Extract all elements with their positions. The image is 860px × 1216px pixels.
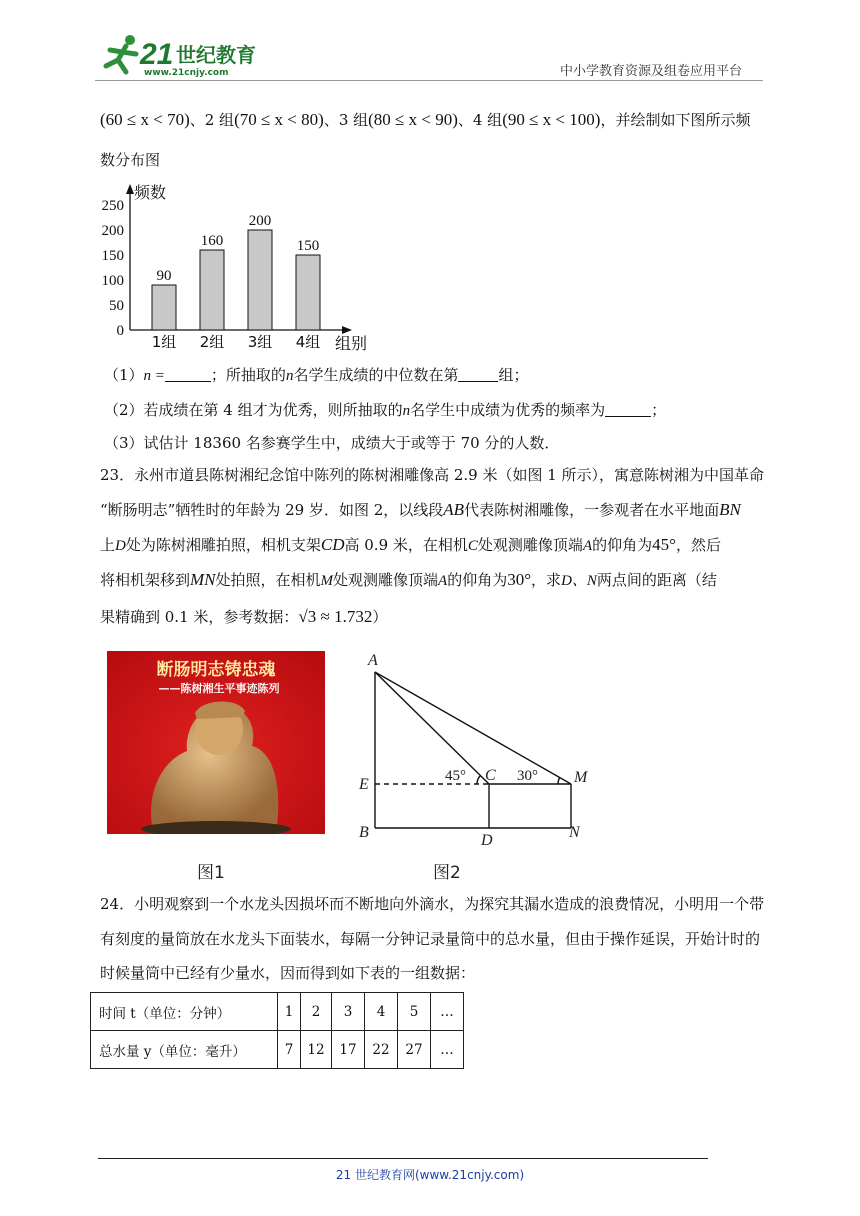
table-row: [91, 1031, 464, 1069]
label-a: A: [368, 652, 378, 669]
label-n: N: [569, 824, 580, 841]
footer-divider: [98, 1158, 708, 1159]
x-tick-label: 2组: [199, 333, 225, 351]
table-cell: …: [431, 1031, 464, 1069]
data-table: [90, 992, 464, 1069]
bar-value-label: 90: [156, 268, 172, 284]
x-tick-label: 1组: [151, 333, 177, 351]
table-cell: 5: [398, 993, 431, 1031]
q22-sub3: （3）试估计 18360 名参赛学生中，成绩大于或等于 70 分的人数．: [104, 434, 560, 452]
label-m: M: [574, 769, 588, 786]
row-label-volume: 总水量 y（单位：毫升）: [91, 1031, 278, 1069]
q23-line4: 将相机架移到MN处拍照，在相机M处观测雕像顶端A的仰角为30°，求D、N两点间的距离（结: [100, 570, 717, 589]
y-tick-label: 0: [116, 323, 124, 339]
bar: [296, 255, 320, 330]
q24-line2: 有刻度的量筒放在水龙头下面装水，每隔一分钟记录量筒中的总水量，但由于操作延误，开始计时的: [100, 930, 761, 948]
q24-line1: 24．小明观察到一个水龙头因损坏而不断地向外滴水，为探究其漏水造成的浪费情况，小明用一个带: [100, 895, 765, 913]
q23-line5: 果精确到 0.1 米，参考数据：√3 ≈ 1.732）: [100, 607, 388, 626]
fig2-caption: 图2: [433, 863, 461, 883]
q23-line3: 上D处为陈树湘雕拍照，相机支架CD高 0.9 米，在相机C处观测雕像顶端A的仰角为45°，然后: [100, 535, 721, 554]
runner-body-icon: [106, 46, 136, 72]
y-tick-label: 250: [101, 198, 124, 214]
label-angle-45: 45°: [445, 768, 466, 784]
y-axis-label: 频数: [134, 183, 167, 202]
table-cell: 2: [301, 993, 332, 1031]
logo-number: 21: [140, 38, 174, 71]
y-tick-label: 200: [101, 223, 124, 239]
photo-title: 断肠明志铸忠魂: [156, 660, 276, 680]
table-cell: 3: [332, 993, 365, 1031]
header-divider: [95, 80, 763, 81]
fig1-caption: 图1: [197, 863, 225, 883]
q22-groups-line: (60 ≤ x < 70)、2 组(70 ≤ x < 80)、3 组(80 ≤ x < 90)、4 组(90 ≤ x < 100)，并绘制如下图所示频: [100, 110, 751, 129]
y-tick-label: 100: [101, 273, 124, 289]
photo-subtitle: ——陈树湘生平事迹陈列: [158, 682, 280, 695]
table-cell: 17: [332, 1031, 365, 1069]
bar: [248, 230, 272, 330]
x-axis-arrow-icon: [342, 326, 352, 334]
platform-name: 中小学教育资源及组卷应用平台: [560, 64, 743, 79]
bar: [200, 250, 224, 330]
label-angle-30: 30°: [517, 768, 538, 784]
label-b: B: [359, 824, 369, 841]
table-cell: 27: [398, 1031, 431, 1069]
q22-sub2: （2）若成绩在第 4 组才为优秀，则所抽取的n名学生中成绩为优秀的频率为 ；: [104, 401, 667, 419]
segment-am: [375, 672, 571, 784]
x-axis-label: 组别: [335, 334, 368, 353]
logo-text: 世纪教育: [176, 43, 256, 67]
table-cell: …: [431, 993, 464, 1031]
q24-line3: 时候量筒中已经有少量水，因而得到如下表的一组数据：: [100, 964, 476, 982]
y-axis-arrow-icon: [126, 184, 134, 194]
y-tick-label: 150: [101, 248, 124, 264]
geometry-figure: [355, 648, 615, 848]
angle-45-arc: [477, 776, 481, 785]
table-cell: 12: [301, 1031, 332, 1069]
q23-line2: “断肠明志”牺牲时的年龄为 29 岁．如图 2，以线段AB代表陈树湘雕像，一参观者在水平地面BN: [100, 500, 741, 519]
table-cell: 22: [365, 1031, 398, 1069]
y-tick-label: 50: [109, 298, 124, 314]
angle-30-arc: [558, 778, 560, 785]
logo-url: www.21cnjy.com: [144, 68, 229, 78]
q22-sub1: （1）n = ；所抽取的n名学生成绩的中位数在第 组；: [104, 366, 529, 384]
table-cell: 4: [365, 993, 398, 1031]
site-logo: [96, 34, 266, 78]
x-tick-label: 3组: [247, 333, 273, 351]
bar-value-label: 200: [248, 213, 272, 229]
table-row: [91, 993, 464, 1031]
bar: [152, 285, 176, 330]
q23-line1: 23．永州市道县陈树湘纪念馆中陈列的陈树湘雕像高 2.9 米（如图 1 所示），寓意陈树湘为中国革命: [100, 466, 765, 484]
row-label-time: 时间 t（单位：分钟）: [91, 993, 278, 1031]
footer-text: 21 世纪教育网(www.21cnjy.com): [335, 1168, 525, 1182]
bar-value-label: 160: [200, 233, 224, 249]
runner-head-icon: [125, 35, 135, 45]
label-d: D: [481, 832, 493, 848]
bar-value-label: 150: [296, 238, 320, 254]
q22-groups-line2: 数分布图: [100, 151, 161, 169]
frequency-bar-chart: [90, 180, 380, 355]
label-c: C: [485, 767, 496, 784]
sculpture-photo: [107, 651, 325, 834]
table-cell: 1: [278, 993, 301, 1031]
x-tick-label: 4组: [295, 333, 321, 351]
label-e: E: [359, 776, 369, 793]
table-cell: 7: [278, 1031, 301, 1069]
